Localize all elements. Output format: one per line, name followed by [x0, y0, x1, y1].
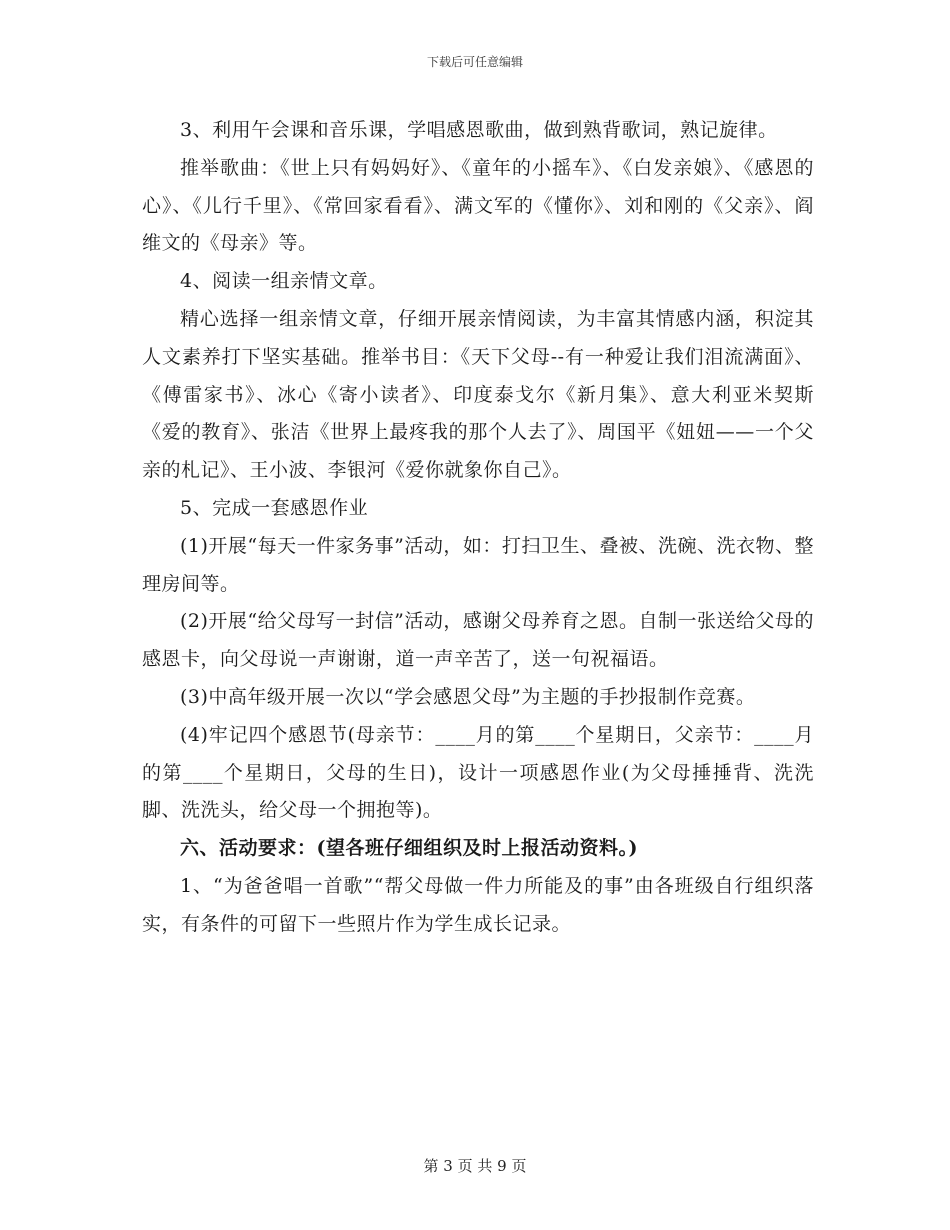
document-body: [142, 112, 814, 944]
paragraph-sub-1: (1)开展“每天一件家务事”活动，如：打扫卫生、叠被、洗碗、洗衣物、整理房间等。: [142, 534, 814, 595]
page-header: 下载后可任意编辑: [426, 55, 523, 69]
paragraph-requirement-1: 1、“为爸爸唱一首歌”“帮父母做一件力所能及的事”由各班级自行组织落实，有条件的可留下一些照片作为学生成长记录。: [142, 874, 814, 935]
paragraph-sub-3: (3)中高年级开展一次以“学会感恩父母”为主题的手抄报制作竞赛。: [180, 685, 756, 708]
paragraph-item-5: 5、完成一套感恩作业: [180, 496, 369, 519]
paragraph-reading: 精心选择一组亲情文章，仔细开展亲情阅读，为丰富其情感内涵，积淀其人文素养打下坚实基础。推举书目：《天下父母--有一种爱让我们泪流满面》、《傅雷家书》、冰心《寄小读者》、印度泰戈尔《新月集》、意大利亚米契斯《爱的教育》、张洁《世界上最疼我的那个人去了》、周国平《妞妞——一个父亲的札记》、王小波、李银河《爱你就象你自己》。: [142, 307, 814, 482]
paragraph-sub-2: (2)开展“给父母写一封信”活动，感谢父母养育之恩。自制一张送给父母的感恩卡，向父母说一声谢谢，道一声辛苦了，送一句祝福语。: [142, 610, 814, 671]
paragraph-item-3: 3、利用午会课和音乐课，学唱感恩歌曲，做到熟背歌词，熟记旋律。: [180, 119, 778, 141]
section-heading-requirements: 六、活动要求：(望各班仔细组织及时上报活动资料。): [180, 837, 638, 860]
paragraph-item-4: 4、阅读一组亲情文章。: [180, 270, 388, 293]
paragraph-sub-4: (4)牢记四个感恩节(母亲节：____月的第____个星期日，父亲节：____月的第____个星期日，父母的生日)，设计一项感恩作业(为父母捶捶背、洗洗脚、洗洗头，给父母一个拥抱等)。: [142, 723, 814, 822]
paragraph-recommended-songs: 推举歌曲：《世上只有妈妈好》、《童年的小摇车》、《白发亲娘》、《感恩的心》、《儿行千里》、《常回家看看》、满文军的《懂你》、刘和刚的《父亲》、阎维文的《母亲》等。: [142, 156, 814, 255]
page-footer: 第 3 页 共 9 页: [423, 1157, 527, 1175]
